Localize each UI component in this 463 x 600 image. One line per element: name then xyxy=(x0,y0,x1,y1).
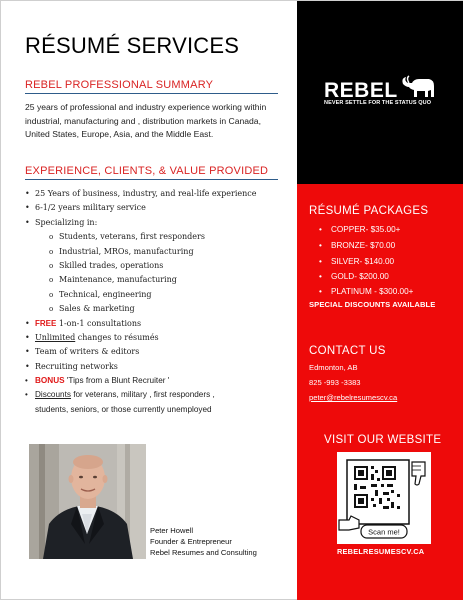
specialty-item: o Skilled trades, operations xyxy=(25,259,293,273)
specialty-item: o Maintenance, manufacturing xyxy=(25,273,293,287)
summary-divider xyxy=(25,93,278,94)
contact-phone[interactable]: 825 -993 -3383 xyxy=(309,378,361,387)
list-item: • 6-1/2 years military service xyxy=(25,201,293,215)
circle-bullet-icon: o xyxy=(49,290,54,299)
bonus-highlight: BONUS xyxy=(35,376,65,386)
list-item-team: • Team of writers & editors xyxy=(25,345,293,359)
bullet-icon: • xyxy=(25,376,28,386)
brand-tagline: NEVER SETTLE FOR THE STATUS QUO xyxy=(324,100,432,106)
list-item-free-consult: • FREE 1-on-1 consultations xyxy=(25,317,293,331)
experience-divider xyxy=(25,179,278,180)
bullet-icon: • xyxy=(25,332,30,342)
qr-code-card[interactable] xyxy=(337,452,431,544)
qr-code-icon xyxy=(337,452,431,544)
founder-name: Peter Howell xyxy=(150,526,194,535)
bullet-icon: • xyxy=(25,318,30,328)
website-link[interactable]: REBELRESUMESCV.CA xyxy=(337,547,425,556)
bullet-icon: • xyxy=(319,225,322,234)
circle-bullet-icon: o xyxy=(49,247,54,256)
bullet-icon: • xyxy=(319,257,322,266)
contact-email-link[interactable]: peter@rebelresumescv.ca xyxy=(309,393,398,402)
specialty-item: o Industrial, MROs, manufacturing xyxy=(25,245,293,259)
bull-icon xyxy=(400,75,436,101)
specialty-item: o Technical, engineering xyxy=(25,288,293,302)
list-item-discounts-cont: students, seniors, or those currently unemployed xyxy=(35,404,212,414)
specialty-item: o Sales & marketing xyxy=(25,302,293,316)
website-heading: VISIT OUR WEBSITE xyxy=(324,434,442,446)
list-item: • Specializing in: xyxy=(25,216,293,230)
circle-bullet-icon: o xyxy=(49,276,54,285)
founder-caption xyxy=(150,525,257,558)
bullet-icon: • xyxy=(319,241,322,250)
bullet-icon: • xyxy=(25,347,30,357)
list-item-bonus: • BONUS 'Tips from a Blunt Recruiter ' xyxy=(25,374,293,388)
bullet-icon: • xyxy=(25,390,28,400)
page-title: RÉSUMÉ SERVICES xyxy=(25,33,240,58)
founder-company: Rebel Resumes and Consulting xyxy=(150,548,257,557)
bullet-icon: • xyxy=(25,217,30,227)
package-item: • SILVER- $140.00 xyxy=(319,257,395,266)
list-item-discounts: • Discounts for veterans, military , first responders , xyxy=(25,388,293,402)
specialty-item: o Students, veterans, first responders xyxy=(25,230,293,244)
packages-heading: RÉSUMÉ PACKAGES xyxy=(309,205,429,217)
bullet-icon: • xyxy=(319,272,322,281)
package-item: • PLATINUM - $300.00+ xyxy=(319,287,414,296)
bullet-icon: • xyxy=(25,361,30,371)
scan-me-label: Scan me! xyxy=(368,527,400,537)
circle-bullet-icon: o xyxy=(49,261,54,270)
unlimited-highlight: Unlimited xyxy=(35,332,76,342)
package-item: • COPPER- $35.00+ xyxy=(319,225,401,234)
package-item: • BRONZE- $70.00 xyxy=(319,241,396,250)
bullet-icon: • xyxy=(25,189,30,198)
experience-heading: EXPERIENCE, CLIENTS, & VALUE PROVIDED xyxy=(25,165,269,177)
summary-text: 25 years of professional and industry experience working within industrial, manufacturing and , distribution markets in Canada, United States, Europe, Asia, and the Middle East. xyxy=(25,102,267,139)
special-discounts: SPECIAL DISCOUNTS AVAILABLE xyxy=(309,300,436,309)
circle-bullet-icon: o xyxy=(49,305,54,314)
circle-bullet-icon: o xyxy=(49,233,54,242)
experience-list xyxy=(25,187,293,417)
founder-photo xyxy=(29,444,146,559)
brand-logo: REBEL xyxy=(324,79,398,102)
contact-location: Edmonton, AB xyxy=(309,363,358,372)
founder-role: Founder & Entrepreneur xyxy=(150,537,232,546)
bullet-icon: • xyxy=(25,203,30,213)
list-item-recruiting: • Recruiting networks xyxy=(25,360,293,374)
list-item-unlimited: • Unlimited changes to résumés xyxy=(25,331,293,345)
package-item: • GOLD- $200.00 xyxy=(319,272,389,281)
summary-heading: REBEL PROFESSIONAL SUMMARY xyxy=(25,79,214,91)
free-highlight: FREE xyxy=(35,318,57,328)
contact-heading: CONTACT US xyxy=(309,345,386,357)
bullet-icon: • xyxy=(319,287,322,296)
discounts-highlight: Discounts xyxy=(35,390,71,400)
list-item: • 25 Years of business, industry, and real-life experience xyxy=(25,187,293,201)
